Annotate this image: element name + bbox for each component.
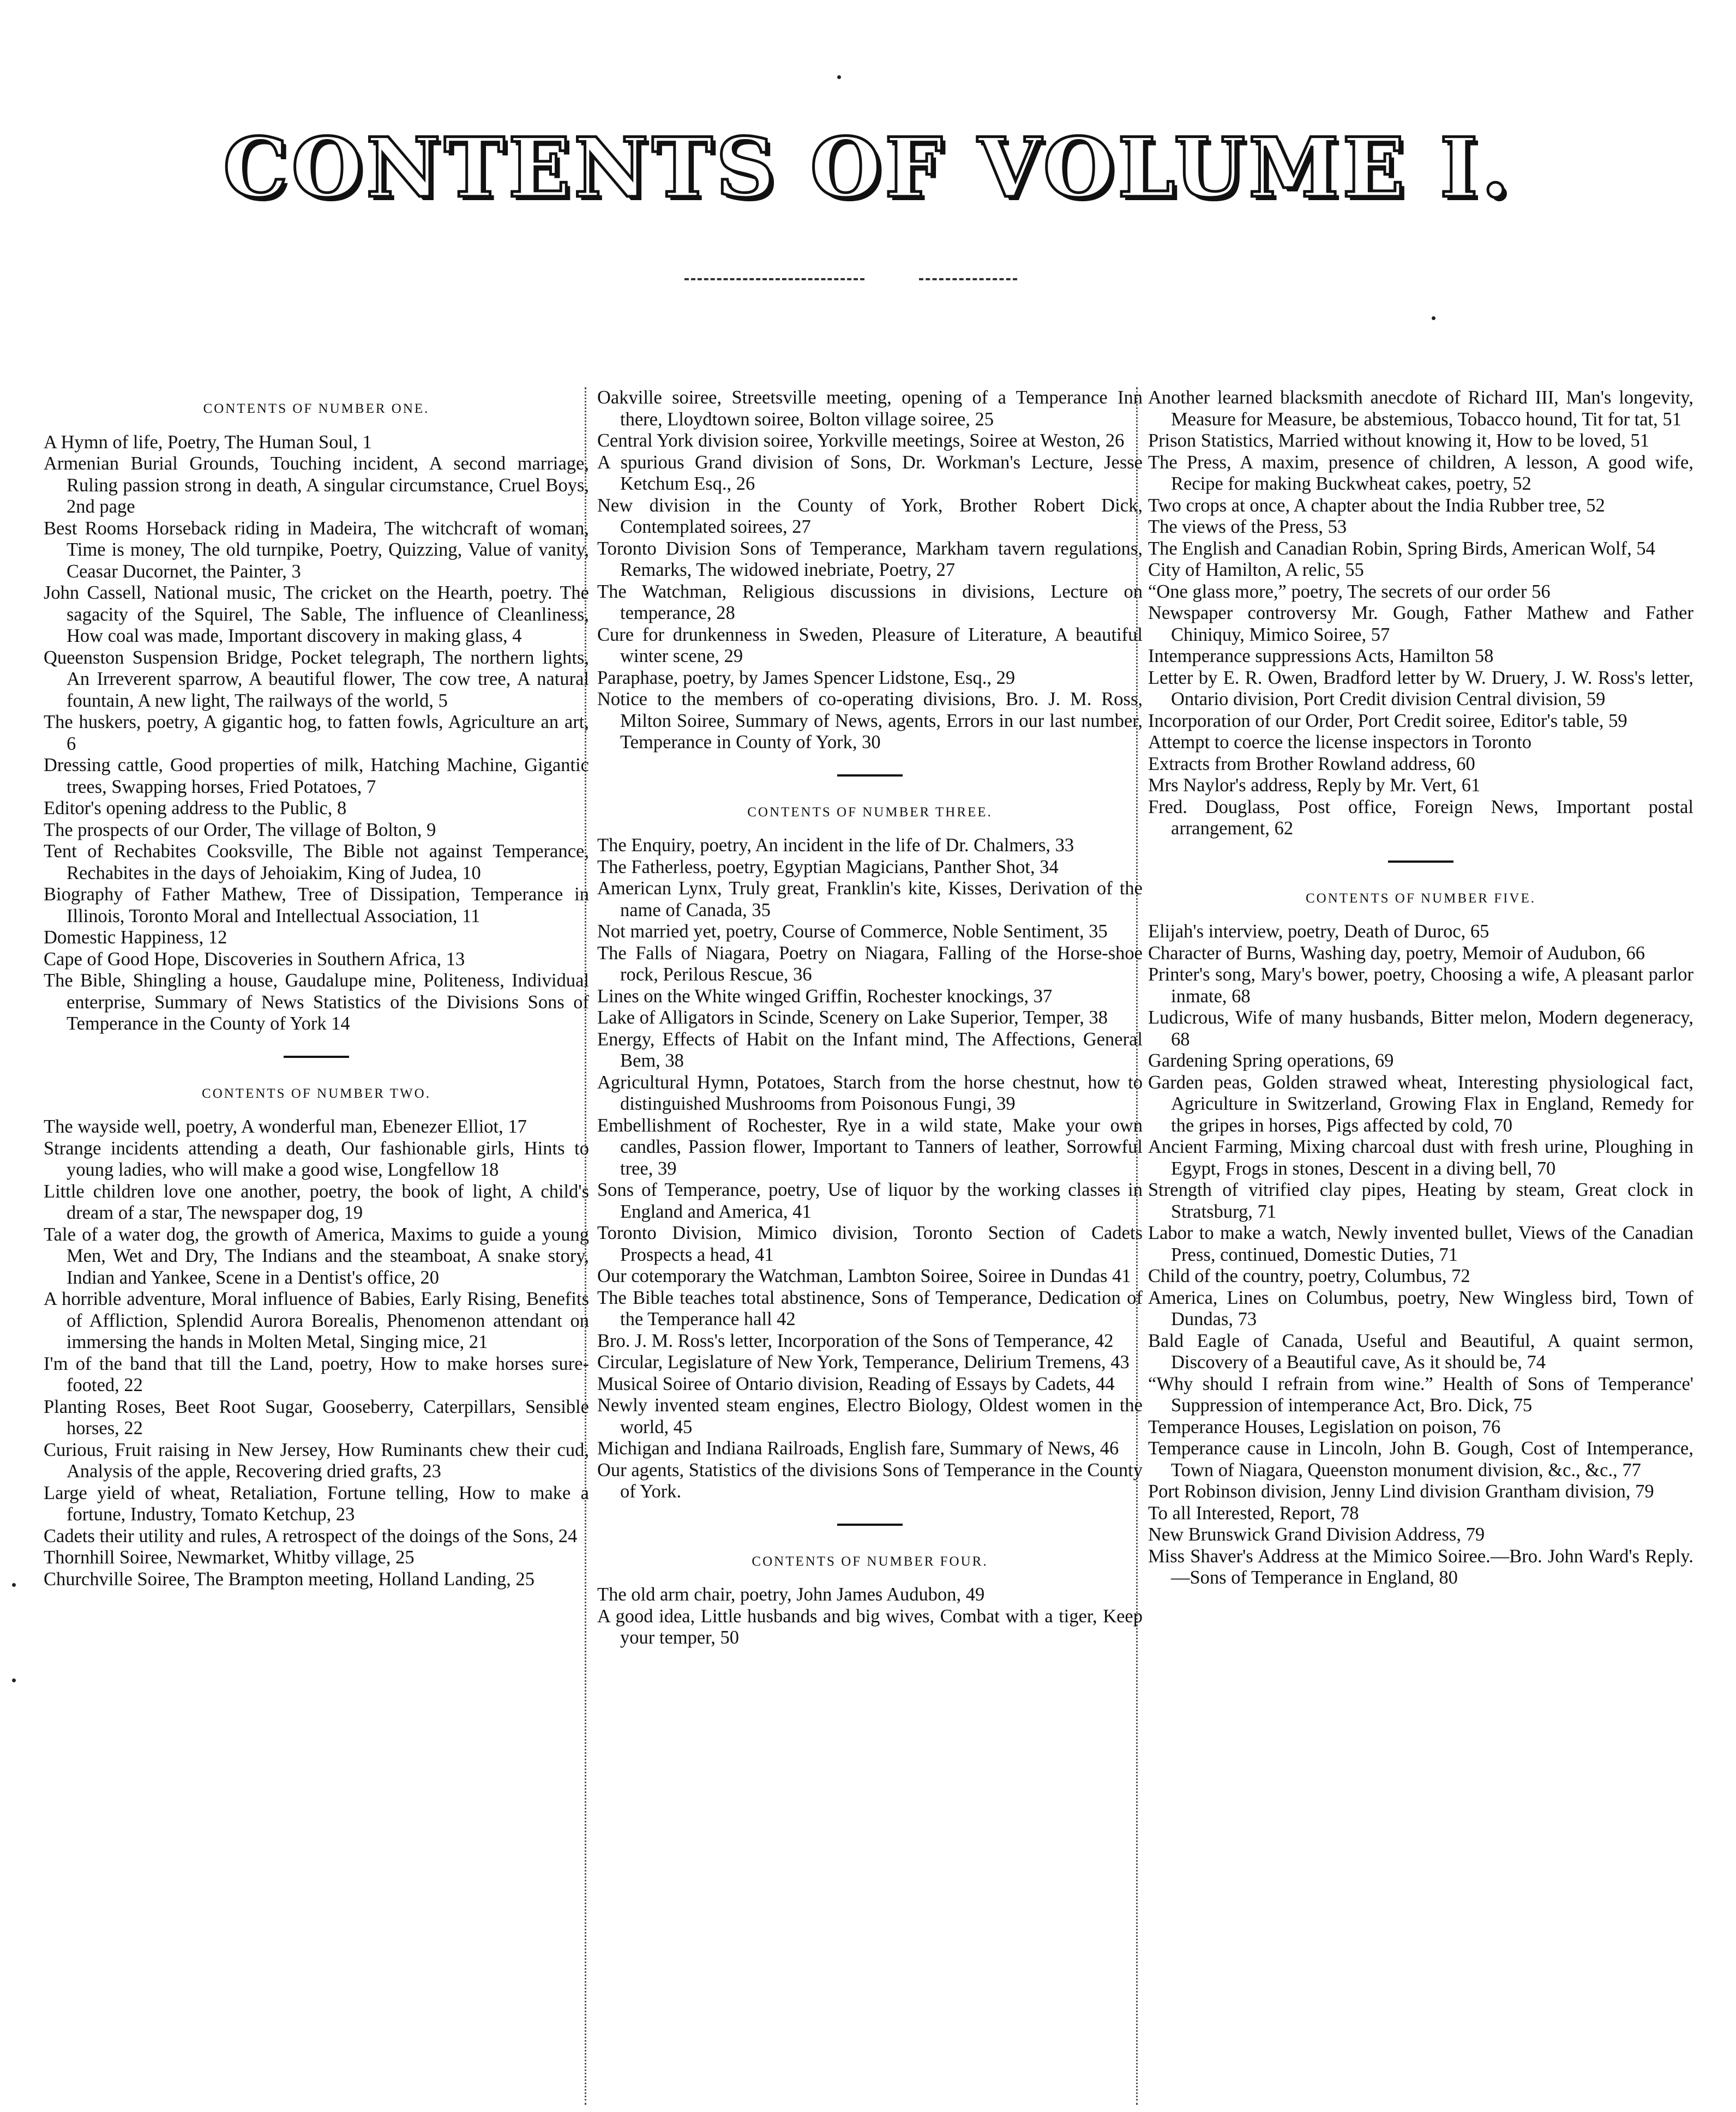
- contents-entry: American Lynx, Truly great, Franklin's kite, Kisses, Derivation of the name of Canada, 35: [597, 878, 1143, 920]
- contents-entry: Prison Statistics, Married without knowing it, How to be loved, 51: [1148, 430, 1649, 451]
- title-rule-right: [919, 278, 1017, 282]
- contents-entry: Circular, Legislature of New York, Temperance, Delirium Tremens, 43: [597, 1352, 1130, 1373]
- contents-entry: Thornhill Soiree, Newmarket, Whitby village, 25: [44, 1547, 415, 1568]
- column-middle: [597, 387, 1143, 2105]
- contents-entry: The views of the Press, 53: [1148, 516, 1347, 537]
- contents-entry: Intemperance suppressions Acts, Hamilton 58: [1148, 646, 1494, 666]
- contents-entry: Gardening Spring operations, 69: [1148, 1050, 1394, 1071]
- contents-entry: Planting Roses, Beet Root Sugar, Gooseberry, Caterpillars, Sensible horses, 22: [44, 1396, 589, 1439]
- contents-entry: The old arm chair, poetry, John James Audubon, 49: [597, 1584, 985, 1605]
- contents-entry: Not married yet, poetry, Course of Commerce, Noble Sentiment, 35: [597, 921, 1108, 942]
- section-heading: CONTENTS OF NUMBER ONE.: [203, 401, 430, 416]
- contents-entry: Miss Shaver's Address at the Mimico Soiree.—Bro. John Ward's Reply.—Sons of Temperance in England, 80: [1148, 1545, 1693, 1588]
- contents-entry: The Bible, Shingling a house, Gaudalupe mine, Politeness, Individual enterprise, Summary of News Statistics of the Divisions Sons of Temperance in the County of York 14: [44, 970, 589, 1034]
- contents-entry: John Cassell, National music, The cricket on the Hearth, poetry. The sagacity of the Squirel, The Sable, The influence of Cleanliness, How coal was made, Important discovery in making glass, 4: [44, 582, 589, 646]
- contents-entry: Ancient Farming, Mixing charcoal dust with fresh urine, Ploughing in Egypt, Frogs in stones, Descent in a diving bell, 70: [1148, 1136, 1693, 1179]
- section-separator: [284, 1056, 349, 1058]
- contents-entry: Musical Soiree of Ontario division, Reading of Essays by Cadets, 44: [597, 1373, 1115, 1394]
- contents-entry: Fred. Douglass, Post office, Foreign News, Important postal arrangement, 62: [1148, 796, 1693, 839]
- contents-entry: Paraphase, poetry, by James Spencer Lidstone, Esq., 29: [597, 667, 1016, 688]
- contents-entry: Attempt to coerce the license inspectors in Toronto: [1148, 732, 1532, 753]
- contents-entry: Garden peas, Golden strawed wheat, Interesting physiological fact, Agriculture in Switzerland, Growing Flax in England, Remedy for the gripes in horses, Pigs affected by cold, 70: [1148, 1072, 1693, 1136]
- contents-entry: Elijah's interview, poetry, Death of Duroc, 65: [1148, 921, 1489, 942]
- contents-entry: The huskers, poetry, A gigantic hog, to fatten fowls, Agriculture an art, 6: [44, 712, 589, 754]
- contents-entry: Toronto Division, Mimico division, Toronto Section of Cadets Prospects a head, 41: [597, 1223, 1143, 1265]
- section-heading: CONTENTS OF NUMBER TWO.: [202, 1086, 431, 1101]
- section-separator: [1388, 861, 1453, 863]
- speck: [12, 1583, 16, 1587]
- contents-entry: America, Lines on Columbus, poetry, New Wingless bird, Town of Dundas, 73: [1148, 1287, 1693, 1329]
- contents-entry: Oakville soiree, Streetsville meeting, opening of a Temperance Inn there, Lloydtown soiree, Bolton village soiree, 25: [597, 387, 1143, 430]
- contents-entry: Mrs Naylor's address, Reply by Mr. Vert, 61: [1148, 775, 1481, 796]
- contents-entry: Strength of vitrified clay pipes, Heating by steam, Great clock in Stratsburg, 71: [1148, 1180, 1693, 1222]
- contents-entry: Another learned blacksmith anecdote of Richard III, Man's longevity, Measure for Measure, be abstemious, Tobacco hound, Tit for tat, 51: [1148, 387, 1693, 430]
- contents-entry: Cape of Good Hope, Discoveries in Southern Africa, 13: [44, 948, 465, 970]
- contents-entry: A good idea, Little husbands and big wives, Combat with a tiger, Keep your temper, 50: [597, 1605, 1143, 1648]
- contents-entry: I'm of the band that till the Land, poetry, How to make horses sure-footed, 22: [44, 1353, 589, 1395]
- contents-entry: Lines on the White winged Griffin, Rochester knockings, 37: [597, 985, 1053, 1007]
- contents-entry: Energy, Effects of Habit on the Infant mind, The Affections, General Bem, 38: [597, 1028, 1143, 1071]
- contents-entry: Cure for drunkenness in Sweden, Pleasure of Literature, A beautiful winter scene, 29: [597, 624, 1143, 666]
- contents-entry: Large yield of wheat, Retaliation, Fortune telling, How to make a fortune, Industry, Tomato Ketchup, 23: [44, 1482, 589, 1525]
- section-heading: CONTENTS OF NUMBER FOUR.: [752, 1554, 988, 1569]
- contents-entry: Dressing cattle, Good properties of milk, Hatching Machine, Gigantic trees, Swapping horses, Fried Potatoes, 7: [44, 755, 589, 797]
- contents-entry: Bald Eagle of Canada, Useful and Beautiful, A quaint sermon, Discovery of a Beautiful cave, As it should be, 74: [1148, 1330, 1693, 1373]
- contents-entry: The English and Canadian Robin, Spring Birds, American Wolf, 54: [1148, 538, 1655, 559]
- contents-entry: Best Rooms Horseback riding in Madeira, The witchcraft of woman, Time is money, The old turnpike, Poetry, Quizzing, Value of vanity, Ceasar Ducornet, the Painter, 3: [44, 518, 589, 582]
- contents-entry: Biography of Father Mathew, Tree of Dissipation, Temperance in Illinois, Toronto Moral and Intellectual Association, 11: [44, 884, 589, 926]
- section-heading: CONTENTS OF NUMBER THREE.: [747, 804, 993, 820]
- contents-entry: A Hymn of life, Poetry, The Human Soul, 1: [44, 431, 372, 453]
- contents-entry: Central York division soiree, Yorkville meetings, Soiree at Weston, 26: [597, 430, 1125, 451]
- contents-entry: Printer's song, Mary's bower, poetry, Choosing a wife, A pleasant parlor inmate, 68: [1148, 964, 1693, 1007]
- contents-entry: New division in the County of York, Brother Robert Dick, Contemplated soirees, 27: [597, 495, 1143, 537]
- contents-entry: A spurious Grand division of Sons, Dr. Workman's Lecture, Jesse Ketchum Esq., 26: [597, 452, 1143, 494]
- column-left: [44, 387, 589, 2105]
- contents-entry: “Why should I refrain from wine.” Health of Sons of Temperance' Suppression of intemperance Act, Bro. Dick, 75: [1148, 1373, 1693, 1416]
- contents-entry: Two crops at once, A chapter about the India Rubber tree, 52: [1148, 495, 1605, 516]
- contents-entry: Embellishment of Rochester, Rye in a wild state, Make your own candles, Passion flower, Important to Tanners of leather, Sorrowful tree, 39: [597, 1115, 1143, 1179]
- speck: [12, 1678, 16, 1682]
- contents-entry: Cadets their utility and rules, A retrospect of the doings of the Sons, 24: [44, 1525, 578, 1547]
- contents-entry: Tale of a water dog, the growth of America, Maxims to guide a young Men, Wet and Dry, The Indians and the steamboat, A snake story, Indian and Yankee, Scene in a Dentist's office, 20: [44, 1224, 589, 1288]
- contents-entry: Extracts from Brother Rowland address, 60: [1148, 753, 1475, 774]
- contents-entry: Child of the country, poetry, Columbus, 72: [1148, 1266, 1470, 1286]
- contents-entry: Queenston Suspension Bridge, Pocket telegraph, The northern lights, An Irreverent sparrow, A beautiful flower, The cow tree, A natural fountain, A new light, The railways of the world, 5: [44, 647, 589, 711]
- contents-entry: Michigan and Indiana Railroads, English fare, Summary of News, 46: [597, 1438, 1119, 1459]
- contents-entry: Newspaper controversy Mr. Gough, Father Mathew and Father Chiniquy, Mimico Soiree, 57: [1148, 603, 1693, 645]
- page-title: CONTENTS OF VOLUME I.: [223, 120, 1513, 216]
- contents-entry: Newly invented steam engines, Electro Biology, Oldest women in the world, 45: [597, 1395, 1143, 1437]
- contents-entry: A horrible adventure, Moral influence of Babies, Early Rising, Benefits of Affliction, Splendid Aurora Borealis, Phenomenon attendant on immersing the hands in Molten Metal, Singing mice, 21: [44, 1289, 589, 1352]
- contents-entry: The Falls of Niagara, Poetry on Niagara, Falling of the Horse-shoe rock, Perilous Rescue, 36: [597, 942, 1143, 985]
- contents-entry: The Fatherless, poetry, Egyptian Magicians, Panther Shot, 34: [597, 856, 1059, 877]
- contents-entry: Incorporation of our Order, Port Credit soiree, Editor's table, 59: [1148, 710, 1627, 731]
- section-heading: CONTENTS OF NUMBER FIVE.: [1305, 890, 1536, 906]
- contents-entry: The Enquiry, poetry, An incident in the life of Dr. Chalmers, 33: [597, 835, 1074, 856]
- contents-entry: Armenian Burial Grounds, Touching incident, A second marriage, Ruling passion strong in death, A singular circumstance, Cruel Boys, 2nd page: [44, 453, 589, 517]
- section-separator: [837, 1524, 903, 1526]
- contents-entry: Strange incidents attending a death, Our fashionable girls, Hints to young ladies, who will make a good wise, Longfellow 18: [44, 1138, 589, 1180]
- contents-entry: Little children love one another, poetry, the book of light, A child's dream of a star, The newspaper dog, 19: [44, 1181, 589, 1223]
- contents-entry: Character of Burns, Washing day, poetry, Memoir of Audubon, 66: [1148, 942, 1645, 964]
- contents-entry: Toronto Division Sons of Temperance, Markham tavern regulations, Remarks, The widowed inebriate, Poetry, 27: [597, 538, 1143, 580]
- contents-entry: Temperance Houses, Legislation on poison, 76: [1148, 1416, 1501, 1437]
- contents-entry: Editor's opening address to the Public, 8: [44, 798, 347, 819]
- contents-entry: Notice to the members of co-operating divisions, Bro. J. M. Ross, Milton Soiree, Summary of News, agents, Errors in our last number, Temperance in County of York, 30: [597, 689, 1143, 753]
- title-rule-left: [684, 278, 864, 282]
- contents-entry: City of Hamilton, A relic, 55: [1148, 559, 1364, 580]
- contents-entry: Tent of Rechabites Cooksville, The Bible not against Temperance, Rechabites in the days of Jehoiakim, King of Judea, 10: [44, 841, 589, 883]
- contents-entry: Letter by E. R. Owen, Bradford letter by W. Druery, J. W. Ross's letter, Ontario division, Port Credit division Central division, 59: [1148, 667, 1693, 709]
- contents-entry: New Brunswick Grand Division Address, 79: [1148, 1524, 1485, 1545]
- column-right: [1148, 387, 1693, 2105]
- contents-entry: Churchville Soiree, The Brampton meeting, Holland Landing, 25: [44, 1568, 535, 1590]
- contents-entry: The Press, A maxim, presence of children, A lesson, A good wife, Recipe for making Buckwheat cakes, poetry, 52: [1148, 452, 1693, 494]
- contents-entry: Our agents, Statistics of the divisions Sons of Temperance in the County of York.: [597, 1459, 1143, 1502]
- contents-entry: Our cotemporary the Watchman, Lambton Soiree, Soiree in Dundas 41: [597, 1266, 1131, 1286]
- contents-entry: Ludicrous, Wife of many husbands, Bitter melon, Modern degeneracy, 68: [1148, 1007, 1693, 1050]
- contents-entry: Agricultural Hymn, Potatoes, Starch from the horse chestnut, how to distinguished Mushrooms from Poisonous Fungi, 39: [597, 1072, 1143, 1114]
- contents-entry: Port Robinson division, Jenny Lind division Grantham division, 79: [1148, 1481, 1654, 1502]
- speck: [1432, 316, 1435, 320]
- contents-entry: Sons of Temperance, poetry, Use of liquor by the working classes in England and America, 41: [597, 1180, 1143, 1222]
- contents-entry: Labor to make a watch, Newly invented bullet, Views of the Canadian Press, continued, Domestic Duties, 71: [1148, 1223, 1693, 1265]
- contents-entry: Bro. J. M. Ross's letter, Incorporation of the Sons of Temperance, 42: [597, 1330, 1114, 1351]
- contents-entry: The Bible teaches total abstinence, Sons of Temperance, Dedication of the Temperance hall 42: [597, 1287, 1143, 1329]
- contents-entry: The Watchman, Religious discussions in divisions, Lecture on temperance, 28: [597, 581, 1143, 623]
- contents-entry: Lake of Alligators in Scinde, Scenery on Lake Superior, Temper, 38: [597, 1007, 1108, 1028]
- speck: [837, 75, 841, 79]
- section-separator: [837, 774, 903, 777]
- contents-entry: Curious, Fruit raising in New Jersey, How Ruminants chew their cud, Analysis of the apple, Recovering dried grafts, 23: [44, 1439, 589, 1482]
- contents-entry: The wayside well, poetry, A wonderful man, Ebenezer Elliot, 17: [44, 1116, 527, 1137]
- contents-entry: To all Interested, Report, 78: [1148, 1502, 1359, 1524]
- contents-entry: “One glass more,” poetry, The secrets of our order 56: [1148, 581, 1551, 602]
- contents-entry: The prospects of our Order, The village of Bolton, 9: [44, 819, 436, 840]
- contents-entry: Temperance cause in Lincoln, John B. Gough, Cost of Intemperance, Town of Niagara, Queenston monument division, &c., &c., 77: [1148, 1438, 1693, 1481]
- contents-entry: Domestic Happiness, 12: [44, 927, 227, 948]
